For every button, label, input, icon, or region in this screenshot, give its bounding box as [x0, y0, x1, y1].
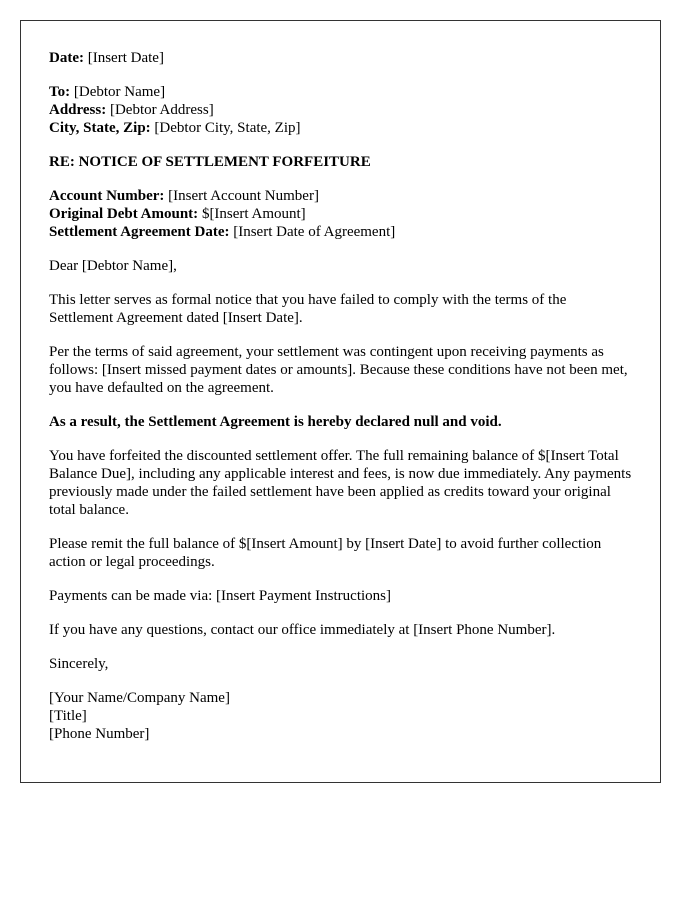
paragraph: Per the terms of said agreement, your settlement was contingent upon receiving payments as follows: [Insert missed payment dates or amounts]. Because these conditions have not been met, you have defaulted on the agreement.	[49, 344, 628, 396]
subject-line: RE: NOTICE OF SETTLEMENT FORFEITURE	[49, 154, 371, 170]
paragraph: Payments can be made via: [Insert Payment Instructions]	[49, 588, 391, 604]
paragraph: This letter serves as formal notice that you have failed to comply with the terms of the Settlement Agreement dated [Insert Date].	[49, 292, 567, 326]
closing: Sincerely,	[49, 656, 109, 672]
account-block: Account Number: [Insert Account Number] Original Debt Amount: $[Insert Amount] Settlement Agreement Date: [Insert Date of Agreement]	[49, 188, 396, 240]
paragraph: If you have any questions, contact our office immediately at [Insert Phone Number].	[49, 622, 556, 638]
paragraph: You have forfeited the discounted settlement offer. The full remaining balance of $[Insert Total Balance Due], including any applicable interest and fees, is now due immediately. Any payments previously made under the failed settlement have been applied as credits toward your original total balance.	[49, 448, 632, 518]
signature-block: [Your Name/Company Name] [Title] [Phone Number]	[49, 690, 230, 742]
salutation: Dear [Debtor Name],	[49, 258, 177, 274]
recipient-block: To: [Debtor Name] Address: [Debtor Address] City, State, Zip: [Debtor City, State, Zip]	[49, 84, 301, 136]
paragraph-bold: As a result, the Settlement Agreement is hereby declared null and void.	[49, 414, 502, 430]
date-line: Date: [Insert Date]	[49, 50, 164, 66]
letter	[20, 20, 661, 783]
paragraph: Please remit the full balance of $[Insert Amount] by [Insert Date] to avoid further collection action or legal proceedings.	[49, 536, 602, 570]
